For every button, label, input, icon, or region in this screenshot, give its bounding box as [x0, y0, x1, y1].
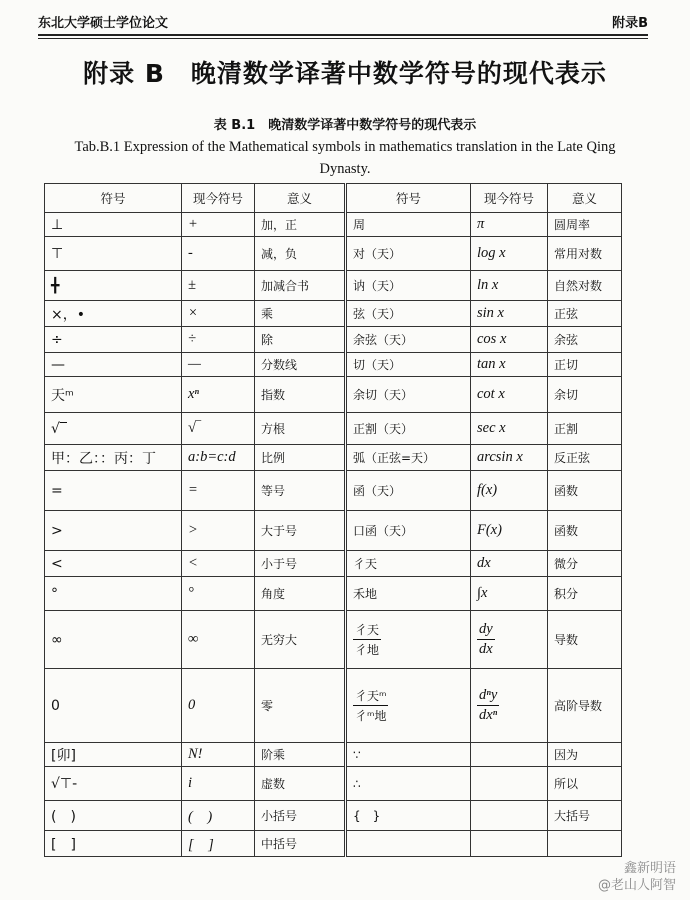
- modern-symbol-cell: >: [182, 511, 255, 551]
- old-symbol-cell: =: [45, 471, 182, 511]
- old-symbol-cell: 函（天）: [346, 471, 471, 511]
- meaning-cell: 指数: [255, 377, 346, 413]
- meaning-cell: 加，正: [255, 213, 346, 237]
- table-row: [45, 767, 622, 801]
- table-row: [45, 353, 622, 377]
- modern-symbol-cell: ÷: [182, 327, 255, 353]
- modern-symbol-cell: a:b=c:d: [182, 445, 255, 471]
- table-row: [45, 471, 622, 511]
- meaning-cell: 方根: [255, 413, 346, 445]
- table-row: [45, 271, 622, 301]
- meaning-cell: 正割: [548, 413, 622, 445]
- watermark-line: @老山人阿智: [597, 878, 676, 893]
- old-symbol-cell: 0: [45, 669, 182, 743]
- meaning-cell: 小于号: [255, 551, 346, 577]
- old-symbol-cell: <: [45, 551, 182, 577]
- column-header: 符号: [346, 184, 471, 213]
- modern-symbol-cell: cos x: [471, 327, 548, 353]
- old-symbol-cell: ⊥: [45, 213, 182, 237]
- header-appendix-label: 附录B: [612, 15, 648, 31]
- meaning-cell: 小括号: [255, 801, 346, 831]
- modern-symbol-cell: [471, 669, 548, 743]
- meaning-cell: 无穷大: [255, 611, 346, 669]
- modern-symbol-cell: N!: [182, 743, 255, 767]
- modern-symbol-cell: F(x): [471, 511, 548, 551]
- meaning-cell: 余弦: [548, 327, 622, 353]
- old-symbol-cell: —: [45, 353, 182, 377]
- old-symbol-cell: ∴: [346, 767, 471, 801]
- old-symbol-cell: 禾地: [346, 577, 471, 611]
- column-header: 符号: [45, 184, 182, 213]
- old-symbol-cell: [ ]: [45, 831, 182, 857]
- old-symbol-cell: 天ᵐ: [45, 377, 182, 413]
- modern-symbol-cell: ±: [182, 271, 255, 301]
- column-header: 意义: [255, 184, 346, 213]
- table-row: [45, 511, 622, 551]
- fraction-denominator: 彳地: [355, 643, 380, 657]
- old-symbol-cell: 正割（天）: [346, 413, 471, 445]
- old-symbol-cell: 对（天）: [346, 237, 471, 271]
- meaning-cell: 圆周率: [548, 213, 622, 237]
- table-caption-english: Tab.B.1 Expression of the Mathematical symbols in mathematics translation in the Late Qing Dynasty.: [74, 139, 616, 177]
- page-header: [38, 8, 648, 36]
- meaning-cell: 大括号: [548, 801, 622, 831]
- table-row: [45, 445, 622, 471]
- meaning-cell: 阶乘: [255, 743, 346, 767]
- fraction-numerator: dⁿy: [477, 687, 499, 706]
- old-symbol-cell: 切（天）: [346, 353, 471, 377]
- table-row: [45, 413, 622, 445]
- meaning-cell: 分数线: [255, 353, 346, 377]
- modern-symbol-cell: f(x): [471, 471, 548, 511]
- modern-symbol-cell: arcsin x: [471, 445, 548, 471]
- old-symbol-cell: °: [45, 577, 182, 611]
- table-row: [45, 377, 622, 413]
- modern-symbol-cell: sin x: [471, 301, 548, 327]
- old-symbol-cell: ╋: [45, 271, 182, 301]
- old-symbol-cell: [346, 831, 471, 857]
- meaning-cell: 正弦: [548, 301, 622, 327]
- meaning-cell: 函数: [548, 511, 622, 551]
- modern-symbol-cell: [471, 831, 548, 857]
- table-row: [45, 551, 622, 577]
- meaning-cell: 余切: [548, 377, 622, 413]
- table-row: [45, 831, 622, 857]
- old-symbol-cell: 讷（天）: [346, 271, 471, 301]
- meaning-cell: 常用对数: [548, 237, 622, 271]
- meaning-cell: 因为: [548, 743, 622, 767]
- fraction-denominator: dx: [479, 641, 493, 657]
- modern-symbol-cell: [471, 801, 548, 831]
- meaning-cell: 大于号: [255, 511, 346, 551]
- modern-symbol-cell: -: [182, 237, 255, 271]
- meaning-cell: 比例: [255, 445, 346, 471]
- modern-symbol-cell: cot x: [471, 377, 548, 413]
- old-symbol-cell: 弦（天）: [346, 301, 471, 327]
- fraction-numerator: 彳天ᵐ: [353, 687, 388, 706]
- table-row: [45, 743, 622, 767]
- fraction-numerator: dy: [477, 621, 495, 640]
- modern-symbol-cell: [ ]: [182, 831, 255, 857]
- old-symbol-cell: √‾: [45, 413, 182, 445]
- table-header-row: [45, 184, 622, 213]
- meaning-cell: 函数: [548, 471, 622, 511]
- modern-symbol-cell: [471, 767, 548, 801]
- table-caption-chinese: 表 B.1 晚清数学译著中数学符号的现代表示: [213, 118, 477, 133]
- meaning-cell: 等号: [255, 471, 346, 511]
- modern-symbol-cell: [471, 611, 548, 669]
- meaning-cell: 加减合书: [255, 271, 346, 301]
- meaning-cell: 乘: [255, 301, 346, 327]
- modern-symbol-cell: 0: [182, 669, 255, 743]
- old-symbol-cell: [卯]: [45, 743, 182, 767]
- old-symbol-cell: ⊤: [45, 237, 182, 271]
- modern-symbol-cell: sec x: [471, 413, 548, 445]
- old-symbol-cell: ( ): [45, 801, 182, 831]
- header-thesis-title: 东北大学硕士学位论文: [38, 15, 169, 31]
- old-symbol-cell: >: [45, 511, 182, 551]
- old-symbol-cell: [346, 669, 471, 743]
- modern-symbol-cell: ( ): [182, 801, 255, 831]
- modern-symbol-cell: [471, 743, 548, 767]
- page-title: 附录 B 晚清数学译著中数学符号的现代表示: [83, 59, 607, 88]
- old-symbol-cell: 弧（正弦=天）: [346, 445, 471, 471]
- meaning-cell: 高阶导数: [548, 669, 622, 743]
- modern-symbol-cell: <: [182, 551, 255, 577]
- meaning-cell: 微分: [548, 551, 622, 577]
- table-row: [45, 801, 622, 831]
- table-row: [45, 577, 622, 611]
- modern-symbol-cell: +: [182, 213, 255, 237]
- modern-symbol-cell: °: [182, 577, 255, 611]
- old-symbol-cell: 口函（天）: [346, 511, 471, 551]
- modern-symbol-cell: ln x: [471, 271, 548, 301]
- table-row: [45, 301, 622, 327]
- modern-symbol-cell: xⁿ: [182, 377, 255, 413]
- meaning-cell: 导数: [548, 611, 622, 669]
- old-symbol-cell: ÷: [45, 327, 182, 353]
- symbol-table: [44, 183, 622, 857]
- fraction-numerator: 彳天: [353, 621, 381, 640]
- old-symbol-cell: 彳天: [346, 551, 471, 577]
- meaning-cell: 除: [255, 327, 346, 353]
- modern-symbol-cell: ∞: [182, 611, 255, 669]
- fraction-denominator: dxⁿ: [479, 707, 498, 723]
- modern-symbol-fraction: [477, 687, 499, 724]
- meaning-cell: 积分: [548, 577, 622, 611]
- meaning-cell: 角度: [255, 577, 346, 611]
- old-symbol-cell: √⊤-: [45, 767, 182, 801]
- column-header: 现今符号: [182, 184, 255, 213]
- modern-symbol-cell: ×: [182, 301, 255, 327]
- old-symbol-cell: 余切（天）: [346, 377, 471, 413]
- modern-symbol-cell: π: [471, 213, 548, 237]
- watermark-line: 鑫新明语: [623, 861, 676, 876]
- old-symbol-cell: 余弦（天）: [346, 327, 471, 353]
- watermark: [598, 860, 676, 894]
- modern-symbol-cell: √‾: [182, 413, 255, 445]
- meaning-cell: 减，负: [255, 237, 346, 271]
- old-symbol-cell: ×，•: [45, 301, 182, 327]
- fraction-denominator: 彳ᵐ地: [355, 709, 387, 723]
- old-symbol-cell: ∵: [346, 743, 471, 767]
- old-symbol-cell: 甲：乙：：丙：丁: [45, 445, 182, 471]
- modern-symbol-fraction: [477, 621, 495, 658]
- column-header: 意义: [548, 184, 622, 213]
- meaning-cell: 自然对数: [548, 271, 622, 301]
- modern-symbol-cell: dx: [471, 551, 548, 577]
- meaning-cell: 正切: [548, 353, 622, 377]
- old-symbol-fraction: [353, 687, 388, 724]
- old-symbol-cell: { }: [346, 801, 471, 831]
- modern-symbol-cell: i: [182, 767, 255, 801]
- old-symbol-cell: ∞: [45, 611, 182, 669]
- meaning-cell: 零: [255, 669, 346, 743]
- old-symbol-cell: [346, 611, 471, 669]
- meaning-cell: 反正弦: [548, 445, 622, 471]
- old-symbol-fraction: [353, 621, 381, 658]
- meaning-cell: 中括号: [255, 831, 346, 857]
- modern-symbol-cell: —: [182, 353, 255, 377]
- table-row: [45, 327, 622, 353]
- column-header: 现今符号: [471, 184, 548, 213]
- meaning-cell: 虚数: [255, 767, 346, 801]
- table-row: [45, 611, 622, 669]
- modern-symbol-cell: =: [182, 471, 255, 511]
- table-row: [45, 237, 622, 271]
- modern-symbol-cell: tan x: [471, 353, 548, 377]
- modern-symbol-cell: log x: [471, 237, 548, 271]
- table-row: [45, 213, 622, 237]
- meaning-cell: [548, 831, 622, 857]
- meaning-cell: 所以: [548, 767, 622, 801]
- modern-symbol-cell: ∫x: [471, 577, 548, 611]
- table-row: [45, 669, 622, 743]
- old-symbol-cell: 周: [346, 213, 471, 237]
